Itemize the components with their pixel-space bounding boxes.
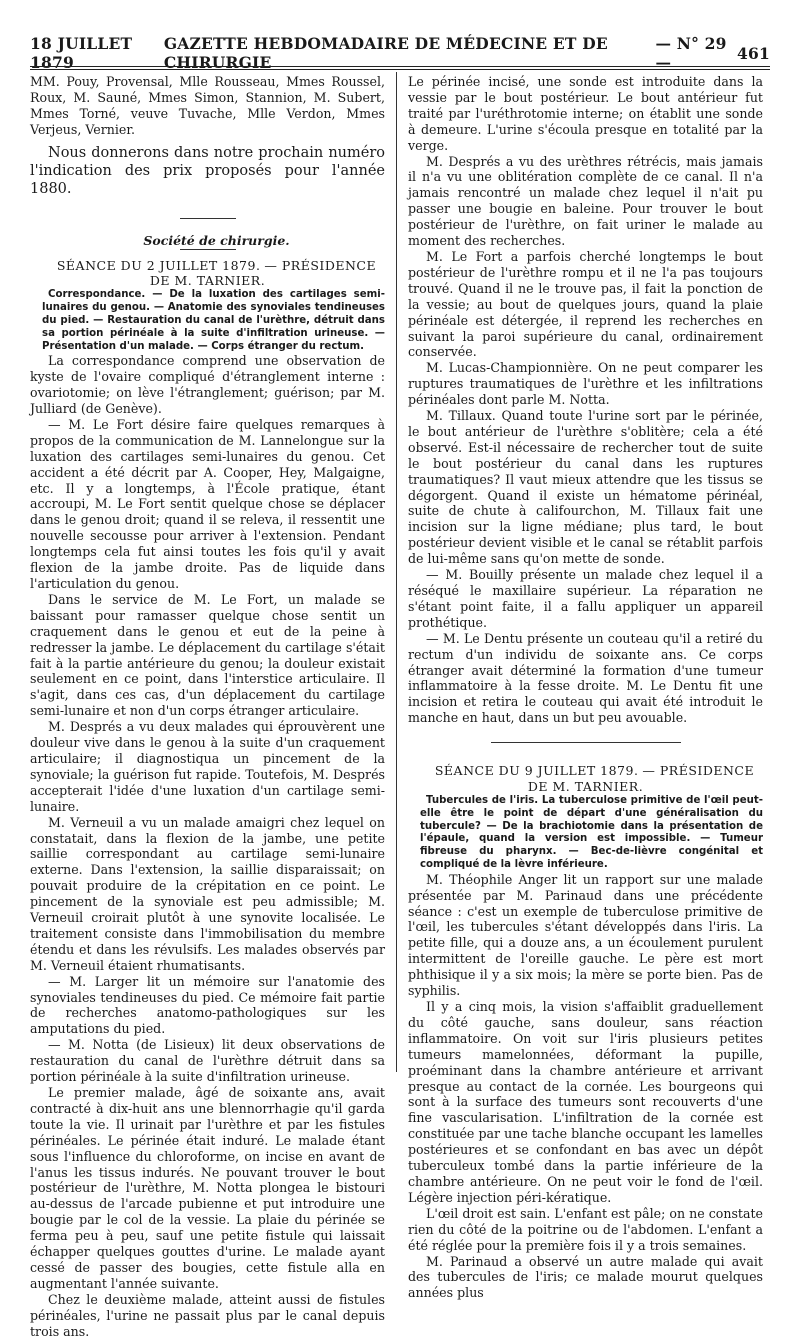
- paragraph: M. Verneuil a vu un malade amaigri chez lequel on constatait, dans la flexion de la jambe, une petite saillie correspondant au cartilage semi-lunaire externe. Dans l'extension, la saillie disparaissait; on pouvait produire de la crépitation en ce point. Le pincement de la synoviale est peu admissible; M. Verneuil croirait plutôt à une synovite localisée. Le traitement consiste dans l'immobilisation du membre étendu et dans les révulsifs. Les malades observés par M. Verneuil étaient rhumatisants.: [30, 814, 385, 973]
- paragraph: M. Le Fort a parfois cherché longtemps le bout postérieur de l'urèthre rompu et il ne l'a pas toujours trouvé. Quand il ne le trouve pas, il fait la ponction de la vessie; au bout de quelques jours, quand la plaie périnéale est détergée, il reprend les recherches en suivant la paroi supérieure du canal, ordinairement conservée.: [408, 248, 763, 360]
- society-heading: Société de chirurgie.: [143, 232, 290, 248]
- section-divider: [180, 218, 236, 219]
- prize-names-list: MM. Pouy, Provensal, Mlle Rousseau, Mmes Roussel, Roux, M. Sauné, Mmes Simon, Stannion, M. Subert, Mmes Torné, veuve Tuvache, Mlle Verdon, Mmes Verjeus, Vernier.: [30, 74, 385, 137]
- paragraph: M. Després a vu des urèthres rétrécis, mais jamais il n'a vu une oblitération complète de ce canal. Il n'a jamais rencontré un malade chez lequel il n'ait pu passer une bougie en baleine. Pour trouver le bout postérieur de l'urèthre, on fait uriner le malade au moment des recherches.: [408, 153, 763, 249]
- header-rule: [30, 66, 770, 67]
- paragraph: M. Parinaud a observé un autre malade qui avait des tubercules de l'iris; ce malade mourut quelques années plus: [408, 1253, 763, 1301]
- seance-date: SÉANCE DU 9 JUILLET 1879.: [434, 763, 639, 779]
- paragraph: Chez le deuxième malade, atteint aussi de fistules périnéales, l'urine ne passait plus par le canal depuis trois ans.: [30, 1291, 385, 1339]
- seance-date: SÉANCE DU 2 JUILLET 1879.: [56, 257, 261, 273]
- paragraph: La correspondance comprend une observation de kyste de l'ovaire compliqué d'étranglement interne : ovariotomie; on lève l'étranglement; guérison; par M. Julliard (de Genève).: [30, 353, 385, 417]
- prize-announcement: Nous donnerons dans notre prochain numéro l'indication des prix proposés pour l'année 1880.: [30, 144, 385, 197]
- paragraph: L'œil droit est sain. L'enfant est pâle; on ne constate rien du côté de la poitrine ou de l'abdomen. L'enfant a été réglée pour la première fois il y a trois semaines.: [408, 1205, 763, 1253]
- header-date: 18 JUILLET 1879: [30, 34, 133, 72]
- journal-title: GAZETTE HEBDOMADAIRE DE MÉDECINE ET DE CHIRURGIE: [163, 34, 608, 72]
- paragraph: Dans le service de M. Le Fort, un malade se baissant pour ramasser quelque chose sentit un craquement dans le genou et eut de la peine à redresser la jambe. Le déplacement du cartilage s'était fait à la partie antérieure du genou; la douleur existait seulement en ce point, dans l'interstice articulaire. Il s'agit, dans ces cas, d'un déplacement du cartilage semi-lunaire et non d'un corps étranger articulaire.: [30, 591, 385, 719]
- right-column: [408, 74, 763, 1301]
- paragraph: — M. Notta (de Lisieux) lit deux observations de restauration du canal de l'urèthre détruit dans sa portion périnéale à la suite d'infiltration urineuse.: [30, 1037, 385, 1085]
- paragraph: Le premier malade, âgé de soixante ans, avait contracté à dix-huit ans une blennorrhagie qu'il garda toute la vie. Il urinait par l'urèthre et par les fistules périnéales. Le périnée était induré. Le malade étant sous l'influence du chloroforme, on incise en avant de l'anus les tissus indurés. Ne pouvant trouver le bout postérieur de l'urèthre, M. Notta plongea le bistouri au-dessus de l'arcade pubienne et put introduire une bougie par le col de la vessie. La plaie du périnée se ferma peu à peu, sauf une petite fistule qui laissait échapper quelques gouttes d'urine. Le malade ayant cessé de passer des bougies, cette fistule alla en augmentant l'année suivante.: [30, 1085, 385, 1291]
- seance-summary: Correspondance. — De la luxation des cartilages semi-lunaires du genou. — Anatomie des synoviales tendineuses du pied. — Restauration du canal de l'urèthre, détruit dans sa portion périnéale à la suite d'infiltration urineuse. — Présentation d'un malade. — Corps étranger du rectum.: [42, 289, 385, 352]
- paragraph: M. Després a vu deux malades qui éprouvèrent une douleur vive dans le genou à la suite d'un craquement articulaire; il diagnostiqua un pincement de la synoviale; la guérison fut rapide. Toutefois, M. Després accepterait l'idée d'une luxation d'un cartilage semi-lunaire.: [30, 719, 385, 814]
- left-column: [30, 74, 385, 1340]
- seance-heading: [30, 258, 385, 290]
- issue-number: — N° 29 —: [655, 34, 727, 72]
- section-divider: [491, 742, 681, 743]
- header-rule-double: [30, 69, 770, 70]
- seance-summary: Tubercules de l'iris. La tuberculose primitive de l'œil peut-elle être le point de départ d'une généralisation du tubercule? — De la brachiotomie dans la présentation de l'épaule, quand la version est impossible. — Tumeur fibreuse du pharynx. — Bec-de-lièvre congénital et compliqué de la lèvre inférieure.: [420, 794, 763, 870]
- page-number: 461: [737, 43, 770, 63]
- paragraph: Le périnée incisé, une sonde est introduite dans la vessie par le bout postérieur. Le bout antérieur fut traité par l'uréthrotomie interne; on établit une sonde à demeure. L'urine s'écoula presque en totalité par la verge.: [408, 74, 763, 153]
- seance-presidency: — PRÉSIDENCE DE M. TARNIER.: [527, 763, 755, 795]
- paragraph: — M. Larger lit un mémoire sur l'anatomie des synoviales tendineuses du pied. Ce mémoire fait partie de recherches anatomo-pathologiques sur les amputations du pied.: [30, 973, 385, 1037]
- paragraph: M. Lucas-Championnière. On ne peut comparer les ruptures traumatiques de l'urèthre et les infiltrations périnéales dont parle M. Notta.: [408, 360, 763, 408]
- running-header: [30, 34, 770, 72]
- seance-presidency: — PRÉSIDENCE DE M. TARNIER.: [149, 257, 377, 289]
- paragraph: M. Tillaux. Quand toute l'urine sort par le périnée, le bout antérieur de l'urèthre s'oblitère; cela a été observé. Est-il nécessaire de rechercher tout de suite le bout postérieur du canal dans les ruptures traumatiques? Il vaut mieux attendre que les tissus se dégorgent. Quand il existe un hématome périnéal, suite de chute à califourchon, M. Tillaux fait une incision sur la ligne médiane; plus tard, le bout postérieur devient visible et le canal se rétablit parfois de lui-même sans qu'on mette de sonde.: [408, 408, 763, 567]
- paragraph: M. Théophile Anger lit un rapport sur une malade présentée par M. Parinaud dans une précédente séance : c'est un exemple de tuberculose primitive de l'œil, les tubercules s'étant développés dans l'iris. La petite fille, qui a douze ans, a un écoulement purulent intermittent de l'oreille gauche. Le père est mort phthisique il y a six mois; la mère se porte bien. Pas de syphilis.: [408, 871, 763, 999]
- society-underline: [180, 249, 236, 250]
- paragraph: — M. Bouilly présente un malade chez lequel il a réséqué le maxillaire supérieur. La réparation ne s'étant point faite, il a fallu appliquer un appareil prothétique.: [408, 567, 763, 630]
- paragraph: Il y a cinq mois, la vision s'affaiblit graduellement du côté gauche, sans douleur, sans réaction inflammatoire. On voit sur l'iris plusieurs petites tumeurs mamelonnées, déformant la pupille, proéminant dans la chambre antérieure et arrivant presque au contact de la cornée. Les bourgeons qui sont à la surface des tumeurs sont recouverts d'une fine vascularisation. L'infiltration de la cornée est constituée par une tache blanche occupant les lamelles postérieures et se confondant en bas avec un dépôt tuberculeux tombé dans la partie inférieure de la chambre antérieure. On ne peut voir le fond de l'œil. Légère injection péri-kératique.: [408, 999, 763, 1205]
- paragraph: — M. Le Fort désire faire quelques remarques à propos de la communication de M. Lannelongue sur la luxation des cartilages semi-lunaires du genou. Cet accident a été décrit par A. Cooper, Hey, Malgaigne, etc. Il y a longtemps, à l'École pratique, étant accroupi, M. Le Fort sentit quelque chose se déplacer dans le genou droit; quand il se releva, il ressentit une nouvelle secousse pour arriver à l'extension. Pendant longtemps cela fut ainsi toutes les fois qu'il y avait flexion de la jambe droite. Pas de liquide dans l'articulation du genou.: [30, 416, 385, 592]
- seance-heading: [408, 763, 763, 795]
- paragraph: — M. Le Dentu présente un couteau qu'il a retiré du rectum d'un individu de soixante ans. Ce corps étranger avait déterminé la formation d'une tumeur inflammatoire à la fesse droite. M. Le Dentu fit une incision et retira le couteau qui avait été introduit le manche en haut, dans un but peu avouable.: [408, 630, 763, 726]
- column-divider: [396, 72, 397, 1072]
